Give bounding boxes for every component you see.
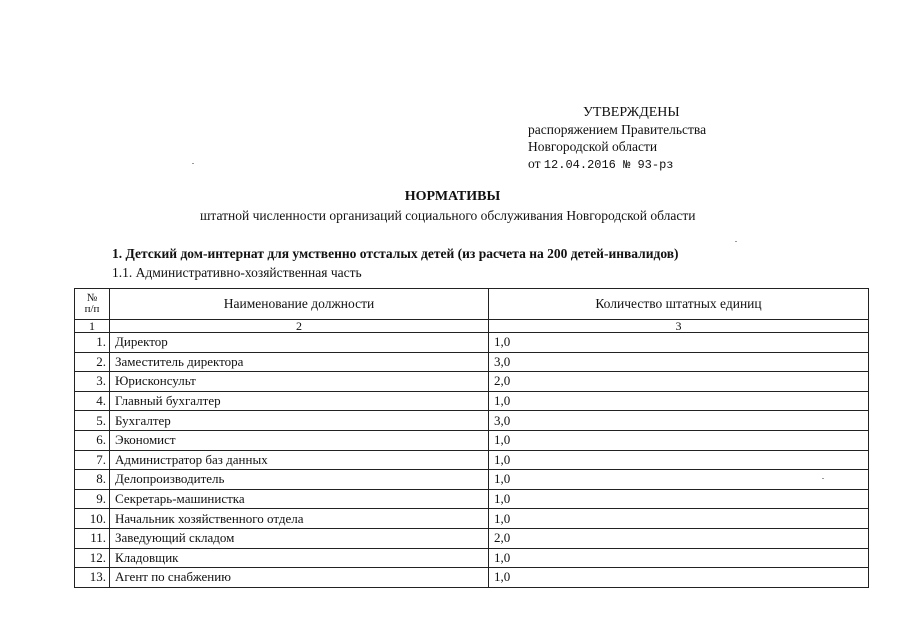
table-row — [75, 528, 869, 548]
document-subtitle: штатной численности организаций социального обслуживания Новгородской области — [200, 208, 696, 223]
table-row — [75, 470, 869, 490]
column-number: 3 — [489, 320, 869, 333]
position-name: Агент по снабжению — [110, 568, 489, 588]
position-name: Секретарь-машинистка — [110, 489, 489, 509]
position-name: Заведующий складом — [110, 528, 489, 548]
scan-speck — [192, 163, 194, 164]
approval-heading: УТВЕРЖДЕНЫ — [583, 105, 680, 120]
position-quantity: 2,0 — [489, 528, 869, 548]
table-row — [75, 450, 869, 470]
column-number: 2 — [110, 320, 489, 333]
position-name: Кладовщик — [110, 548, 489, 568]
position-quantity: 3,0 — [489, 411, 869, 431]
row-number: 1. — [75, 333, 110, 353]
column-number-row — [75, 320, 869, 333]
section-heading: 1. Детский дом-интернат для умственно отсталых детей (из расчета на 200 детей-инвалидов) — [112, 246, 679, 261]
position-quantity: 3,0 — [489, 352, 869, 372]
staffing-table — [74, 288, 869, 588]
approval-date-prefix: от — [528, 156, 541, 171]
position-name: Директор — [110, 333, 489, 353]
table-header-row — [75, 289, 869, 320]
table-row — [75, 352, 869, 372]
row-number: 8. — [75, 470, 110, 490]
position-quantity: 2,0 — [489, 372, 869, 392]
scan-speck — [822, 478, 824, 479]
table-row — [75, 568, 869, 588]
position-name: Делопроизводитель — [110, 470, 489, 490]
position-quantity: 1,0 — [489, 333, 869, 353]
row-number: 9. — [75, 489, 110, 509]
row-number: 13. — [75, 568, 110, 588]
row-number: 3. — [75, 372, 110, 392]
column-number: 1 — [75, 320, 110, 333]
position-quantity: 1,0 — [489, 450, 869, 470]
position-name: Главный бухгалтер — [110, 391, 489, 411]
row-number: 12. — [75, 548, 110, 568]
position-name: Экономист — [110, 430, 489, 450]
position-name: Юрисконсульт — [110, 372, 489, 392]
row-number: 6. — [75, 430, 110, 450]
position-quantity: 1,0 — [489, 548, 869, 568]
document-title: НОРМАТИВЫ — [404, 189, 501, 204]
position-name: Начальник хозяйственного отдела — [110, 509, 489, 529]
table-row — [75, 411, 869, 431]
row-number: 5. — [75, 411, 110, 431]
header-number — [75, 289, 110, 320]
position-quantity: 1,0 — [489, 509, 869, 529]
row-number: 2. — [75, 352, 110, 372]
table-row — [75, 391, 869, 411]
position-name: Бухгалтер — [110, 411, 489, 431]
scan-speck — [735, 241, 737, 242]
row-number: 10. — [75, 509, 110, 529]
header-quantity: Количество штатных единиц — [489, 289, 869, 320]
table-body — [75, 320, 869, 588]
table-row — [75, 333, 869, 353]
position-quantity: 1,0 — [489, 430, 869, 450]
header-number-abbr: п/п — [84, 303, 100, 315]
table-row — [75, 509, 869, 529]
row-number: 7. — [75, 450, 110, 470]
approval-date-number: 12.04.2016 № 93-рз — [543, 158, 674, 172]
table-row — [75, 548, 869, 568]
approval-date-line — [528, 155, 788, 174]
table-row — [75, 489, 869, 509]
subsection-heading: 1.1. Административно-хозяйственная часть — [112, 265, 362, 280]
header-number-symbol: № — [86, 292, 98, 304]
table-row — [75, 430, 869, 450]
header-position-name: Наименование должности — [110, 289, 489, 320]
table-row — [75, 372, 869, 392]
position-quantity: 1,0 — [489, 470, 869, 490]
row-number: 4. — [75, 391, 110, 411]
position-quantity: 1,0 — [489, 391, 869, 411]
position-name: Заместитель директора — [110, 352, 489, 372]
approval-block — [528, 104, 788, 174]
row-number: 11. — [75, 528, 110, 548]
position-quantity: 1,0 — [489, 568, 869, 588]
table-header — [75, 289, 869, 320]
approval-region: Новгородской области — [528, 139, 658, 154]
position-quantity: 1,0 — [489, 489, 869, 509]
approval-authority: распоряжением Правительства — [528, 122, 707, 137]
position-name: Администратор баз данных — [110, 450, 489, 470]
